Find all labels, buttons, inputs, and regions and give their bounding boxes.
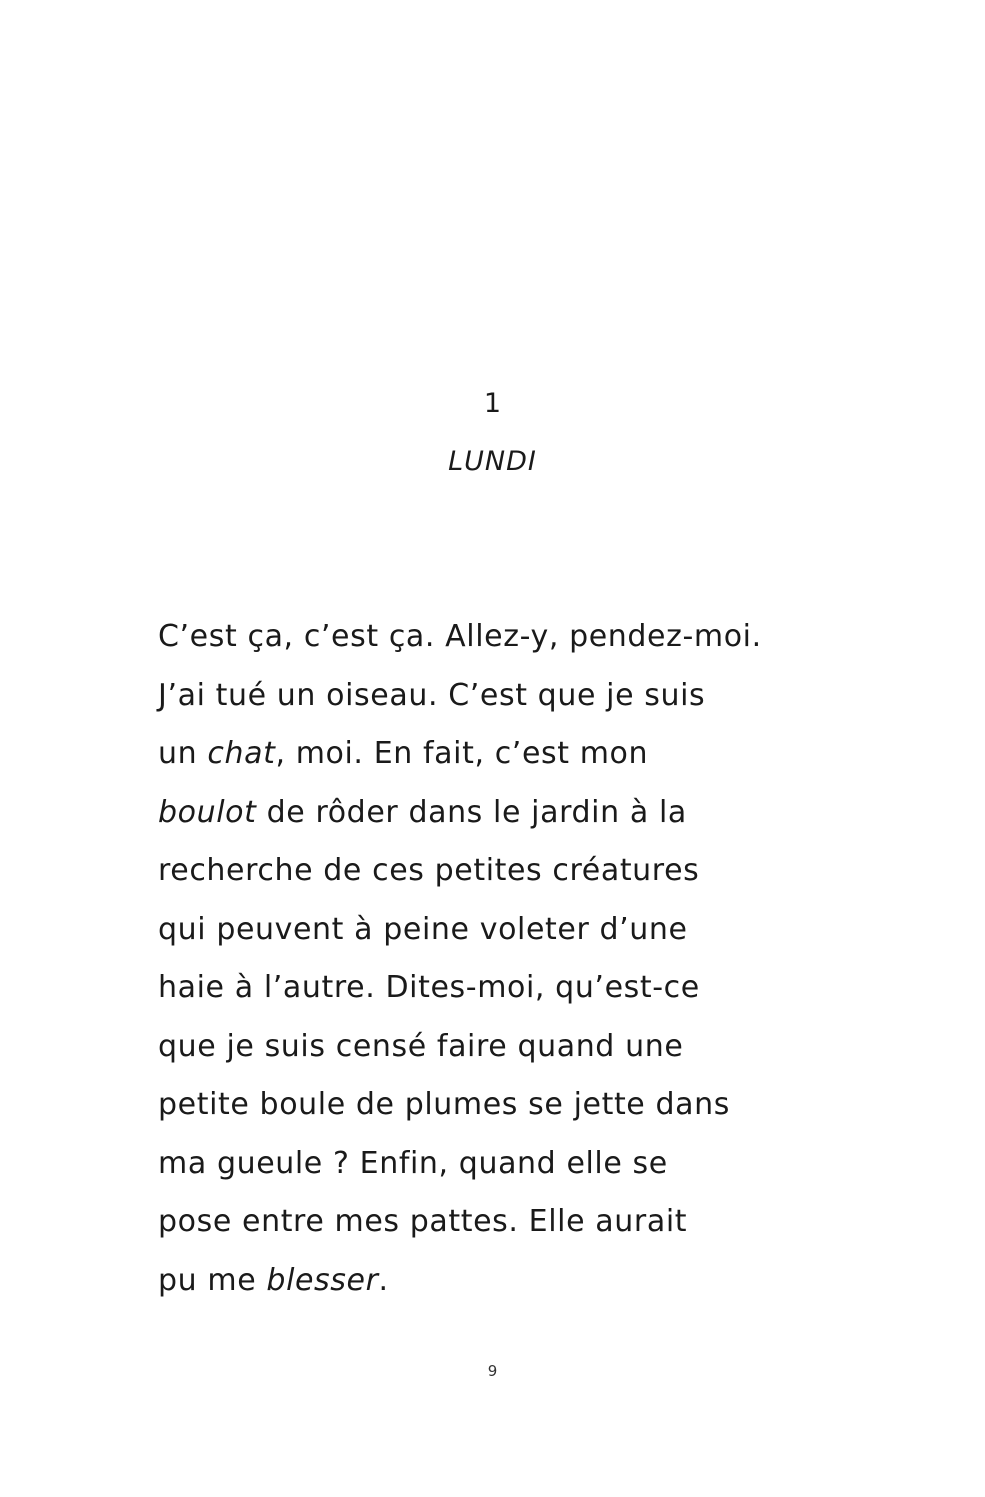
- emphasis: boulot: [158, 794, 257, 830]
- text-line: recherche de ces petites créatures: [158, 853, 700, 888]
- emphasis: blesser: [266, 1262, 379, 1298]
- emphasis: chat: [207, 736, 276, 771]
- text-line: boulot de rôder dans le jardin à la: [158, 794, 687, 830]
- text-line: un chat, moi. En fait, c’est mon: [158, 736, 649, 771]
- text-line: J’ai tué un oiseau. C’est que je suis: [158, 677, 706, 713]
- text-line: qui peuvent à peine voleter d’une: [158, 911, 688, 947]
- text-line: ma gueule ? Enfin, quand elle se: [158, 1145, 668, 1181]
- text-line: haie à l’autre. Dites-moi, qu’est-ce: [158, 970, 700, 1005]
- chapter-number: 1: [483, 388, 502, 419]
- text-line: C’est ça, c’est ça. Allez-y, pendez-moi.: [158, 619, 762, 654]
- text-line: pu me blesser.: [158, 1262, 389, 1298]
- body-text: [158, 608, 878, 1310]
- page-number: 9: [487, 1362, 498, 1380]
- text-line: pose entre mes pattes. Elle aurait: [158, 1204, 688, 1239]
- text-line: que je suis censé faire quand une: [158, 1028, 684, 1064]
- chapter-title: LUNDI: [448, 446, 537, 477]
- text-line: petite boule de plumes se jette dans: [158, 1087, 730, 1122]
